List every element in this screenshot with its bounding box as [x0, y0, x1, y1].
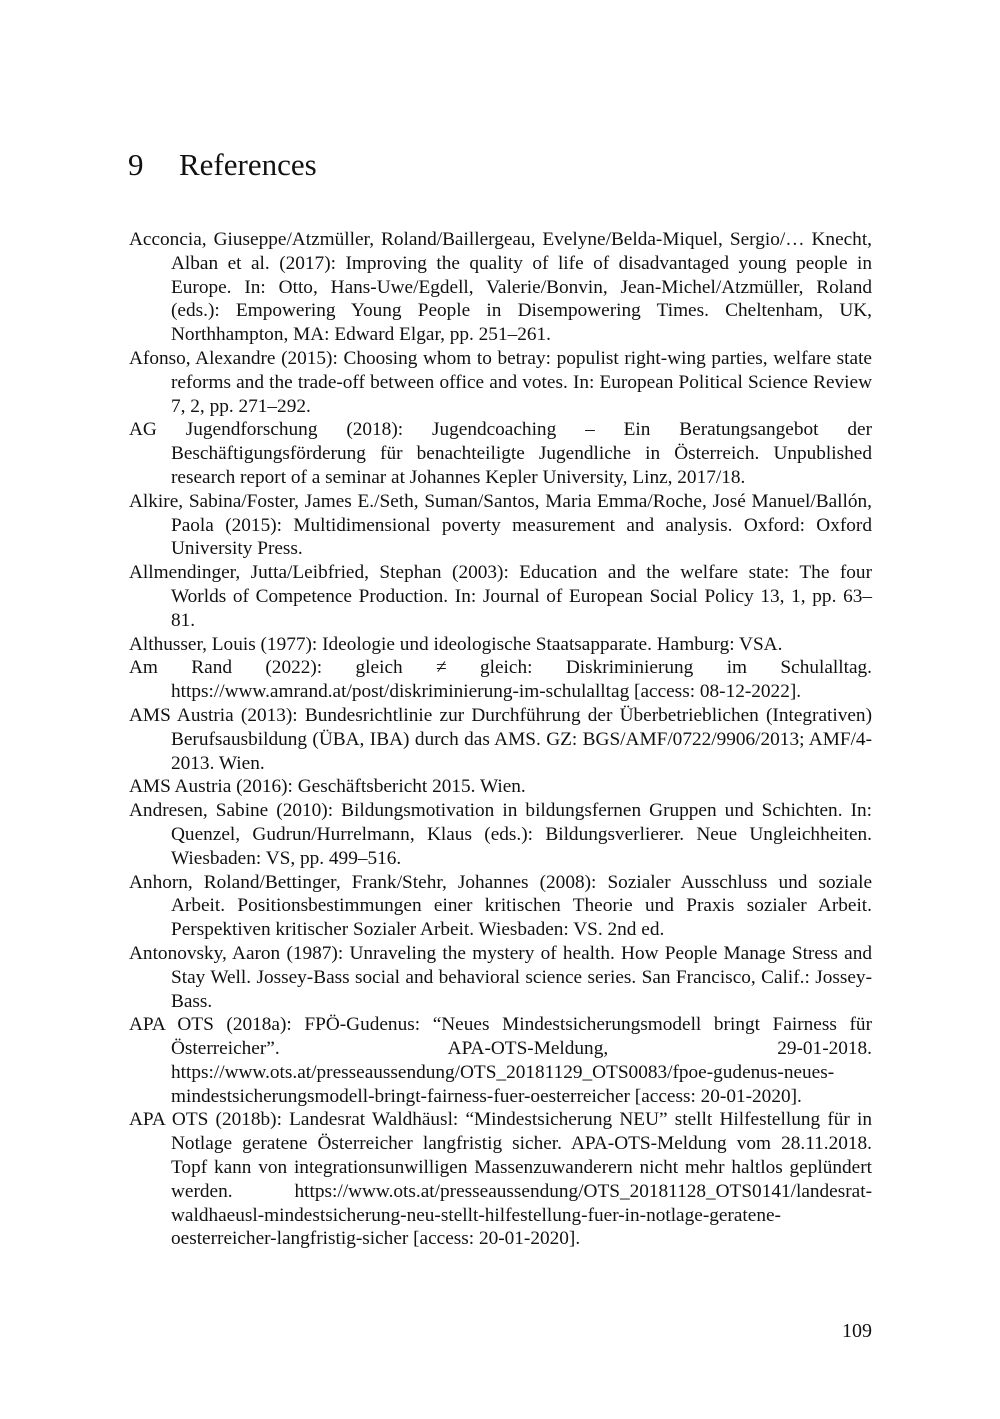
- reference-entry: AMS Austria (2016): Geschäftsbericht 2015. Wien.: [129, 776, 526, 798]
- reference-entry: AMS Austria (2013): Bundesrichtlinie zur Durchführung der Überbetrieblichen (Integrativen) Berufsausbildung (ÜBA, IBA) durch das AMS. GZ: BGS/AMF/0722/9906/2013; AMF/4-2013. Wien.: [129, 704, 872, 774]
- chapter-heading: [128, 142, 317, 188]
- reference-entry: Althusser, Louis (1977): Ideologie und ideologische Staatsapparate. Hamburg: VSA.: [129, 633, 783, 655]
- reference-entry: APA OTS (2018a): FPÖ-Gudenus: “Neues Mindestsicherungsmodell bringt Fairness für Österreicher”. APA-OTS-Meldung, 29-01-2018. https://www.ots.at/presseaussendung/OTS_20181129_OTS0083/fpoe-gudenus-neues-mindestsicherungsmodell-bringt-fairness-fuer-oesterreicher [access: 20-01-2020].: [129, 1014, 872, 1107]
- reference-entry: Andresen, Sabine (2010): Bildungsmotivation in bildungsfernen Gruppen und Schichten. In: Quenzel, Gudrun/Hurrelmann, Klaus (eds.): Bildungsverlierer. Neue Ungleichheiten. Wiesbaden: VS, pp. 499–516.: [129, 800, 872, 869]
- reference-entry: AG Jugendforschung (2018): Jugendcoaching – Ein Beratungsangebot der Beschäftigungsförderung für benachteiligte Jugendliche in Österreich. Unpublished research report of a seminar at Johannes Kepler University, Linz, 2017/18.: [129, 419, 872, 488]
- chapter-title: References: [179, 147, 317, 182]
- reference-entry: APA OTS (2018b): Landesrat Waldhäusl: “Mindestsicherung NEU” stellt Hilfestellung für in Notlage geratene Österreicher langfristig sicher. APA-OTS-Meldung vom 28.11.2018. Topf kann von integrationsunwilligen Massenzuwanderern nicht mehr haltlos geplündert werden. https://www.ots.at/presseaussendung/OTS_20181128_OTS0141/landesrat-waldhaeusl-mindestsicherung-neu-stellt-hilfestellung-fuer-in-notlage-geratene-oesterreicher-langfristig-sicher [access: 20-01-2020].: [129, 1109, 872, 1250]
- page-number: 109: [842, 1320, 872, 1342]
- reference-entry: Allmendinger, Jutta/Leibfried, Stephan (2003): Education and the welfare state: The four Worlds of Competence Production. In: Journal of European Social Policy 13, 1, pp. 63–81.: [129, 562, 872, 631]
- chapter-number: 9: [128, 147, 144, 182]
- reference-entry: Acconcia, Giuseppe/Atzmüller, Roland/Baillergeau, Evelyne/Belda-Miquel, Sergio/… Knecht, Alban et al. (2017): Improving the quality of life of disadvantaged young people in Europe. In: Otto, Hans-Uwe/Egdell, Valerie/Bonvin, Jean-Michel/Atzmüller, Roland (eds.): Empowering Young People in Disempowering Times. Cheltenham, UK, Northhampton, MA: Edward Elgar, pp. 251–261.: [129, 229, 872, 346]
- reference-entry: Alkire, Sabina/Foster, James E./Seth, Suman/Santos, Maria Emma/Roche, José Manuel/Ballón, Paola (2015): Multidimensional poverty measurement and analysis. Oxford: Oxford University Press.: [129, 490, 872, 560]
- reference-entry: Am Rand (2022): gleich ≠ gleich: Diskriminierung im Schulalltag. https://www.amrand.at/post/diskriminierung-im-schulalltag [access: 08-12-2022].: [129, 657, 872, 703]
- reference-list: [129, 228, 872, 1251]
- reference-entry: Anhorn, Roland/Bettinger, Frank/Stehr, Johannes (2008): Sozialer Ausschluss und soziale Arbeit. Positionsbestimmungen einer kritischen Theorie und Praxis sozialer Arbeit. Perspektiven kritischer Sozialer Arbeit. Wiesbaden: VS. 2nd ed.: [129, 871, 872, 941]
- reference-entry: Afonso, Alexandre (2015): Choosing whom to betray: populist right-wing parties, welfare state reforms and the trade-off between office and votes. In: European Political Science Review 7, 2, pp. 271–292.: [129, 347, 872, 417]
- reference-entry: Antonovsky, Aaron (1987): Unraveling the mystery of health. How People Manage Stress and Stay Well. Jossey-Bass social and behavioral science series. San Francisco, Calif.: Jossey-Bass.: [129, 942, 872, 1012]
